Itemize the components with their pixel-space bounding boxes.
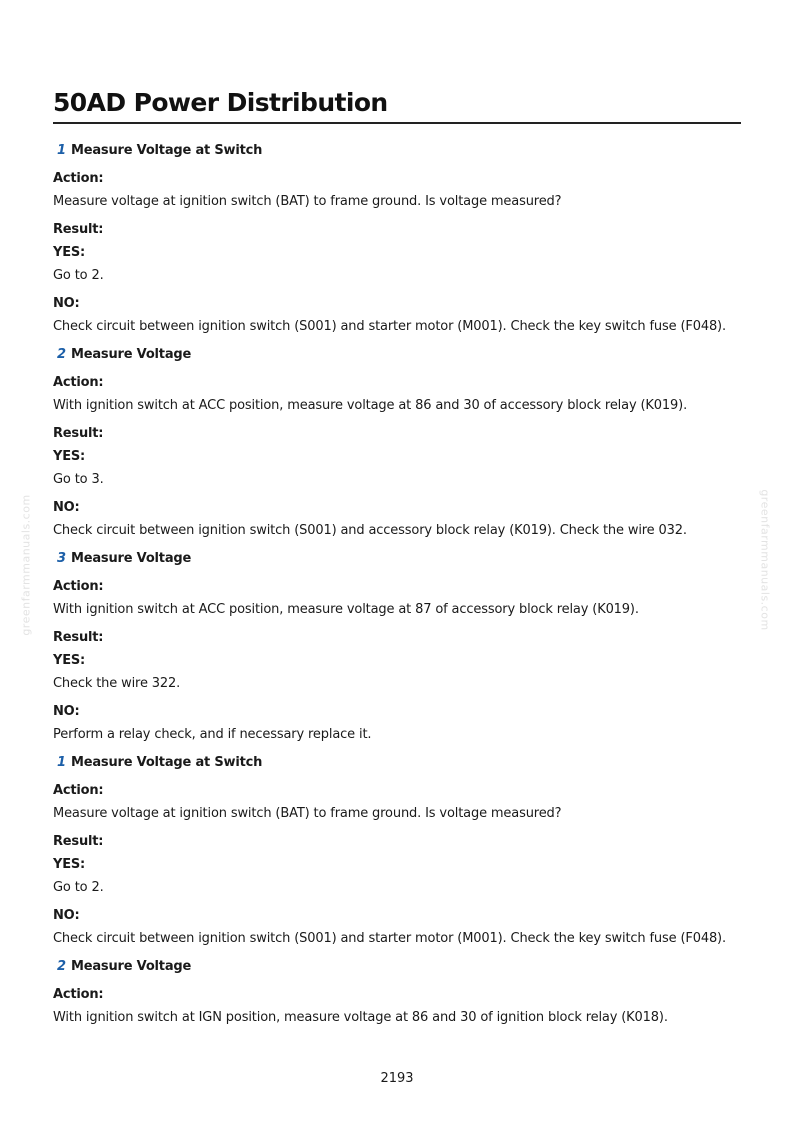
no-text: Perform a relay check, and if necessary replace it. bbox=[53, 727, 372, 742]
procedure-step bbox=[53, 751, 743, 950]
step-number: 1 bbox=[57, 143, 67, 158]
no-text: Check circuit between ignition switch (S001) and starter motor (M001). Check the key switch fuse (F048). bbox=[53, 931, 726, 946]
no-text: Check circuit between ignition switch (S001) and accessory block relay (K019). Check the wire 032. bbox=[53, 523, 687, 538]
procedure-content bbox=[53, 139, 743, 1034]
no-label: NO: bbox=[53, 704, 80, 719]
yes-label: YES: bbox=[53, 857, 86, 872]
procedure-step bbox=[53, 547, 743, 746]
step-number: 3 bbox=[57, 551, 67, 566]
action-label: Action: bbox=[53, 783, 104, 798]
step-heading bbox=[53, 343, 743, 366]
result-label: Result: bbox=[53, 630, 104, 645]
procedure-step bbox=[53, 955, 743, 1029]
result-label: Result: bbox=[53, 222, 104, 237]
step-number: 1 bbox=[57, 755, 67, 770]
action-label: Action: bbox=[53, 579, 104, 594]
watermark-left: greenfarmmanuals.com bbox=[19, 494, 33, 636]
action-label: Action: bbox=[53, 375, 104, 390]
action-text: With ignition switch at ACC position, measure voltage at 86 and 30 of accessory block relay (K019). bbox=[53, 398, 688, 413]
watermark-right: greenfarmmanuals.com bbox=[758, 489, 772, 631]
step-heading bbox=[53, 751, 743, 774]
no-label: NO: bbox=[53, 908, 80, 923]
yes-text: Go to 2. bbox=[53, 268, 104, 283]
result-label: Result: bbox=[53, 834, 104, 849]
action-text: Measure voltage at ignition switch (BAT) to frame ground. Is voltage measured? bbox=[53, 806, 562, 821]
no-text: Check circuit between ignition switch (S001) and starter motor (M001). Check the key switch fuse (F048). bbox=[53, 319, 726, 334]
step-title: Measure Voltage bbox=[71, 347, 192, 362]
yes-label: YES: bbox=[53, 245, 86, 260]
yes-text: Go to 3. bbox=[53, 472, 104, 487]
step-title: Measure Voltage bbox=[71, 551, 192, 566]
procedure-step bbox=[53, 343, 743, 542]
step-number: 2 bbox=[57, 347, 67, 362]
yes-text: Go to 2. bbox=[53, 880, 104, 895]
step-title: Measure Voltage at Switch bbox=[71, 143, 263, 158]
yes-label: YES: bbox=[53, 653, 86, 668]
result-label: Result: bbox=[53, 426, 104, 441]
action-text: Measure voltage at ignition switch (BAT) to frame ground. Is voltage measured? bbox=[53, 194, 562, 209]
step-heading bbox=[53, 547, 743, 570]
action-text: With ignition switch at ACC position, measure voltage at 87 of accessory block relay (K019). bbox=[53, 602, 639, 617]
action-label: Action: bbox=[53, 171, 104, 186]
action-text: With ignition switch at IGN position, measure voltage at 86 and 30 of ignition block relay (K018). bbox=[53, 1010, 668, 1025]
step-title: Measure Voltage bbox=[71, 959, 192, 974]
step-heading bbox=[53, 955, 743, 978]
page-title: 50AD Power Distribution bbox=[53, 88, 388, 117]
page-number: 2193 bbox=[380, 1071, 414, 1086]
step-number: 2 bbox=[57, 959, 67, 974]
title-divider bbox=[53, 122, 741, 124]
procedure-step bbox=[53, 139, 743, 338]
no-label: NO: bbox=[53, 296, 80, 311]
no-label: NO: bbox=[53, 500, 80, 515]
action-label: Action: bbox=[53, 987, 104, 1002]
step-title: Measure Voltage at Switch bbox=[71, 755, 263, 770]
step-heading bbox=[53, 139, 743, 162]
yes-label: YES: bbox=[53, 449, 86, 464]
yes-text: Check the wire 322. bbox=[53, 676, 181, 691]
